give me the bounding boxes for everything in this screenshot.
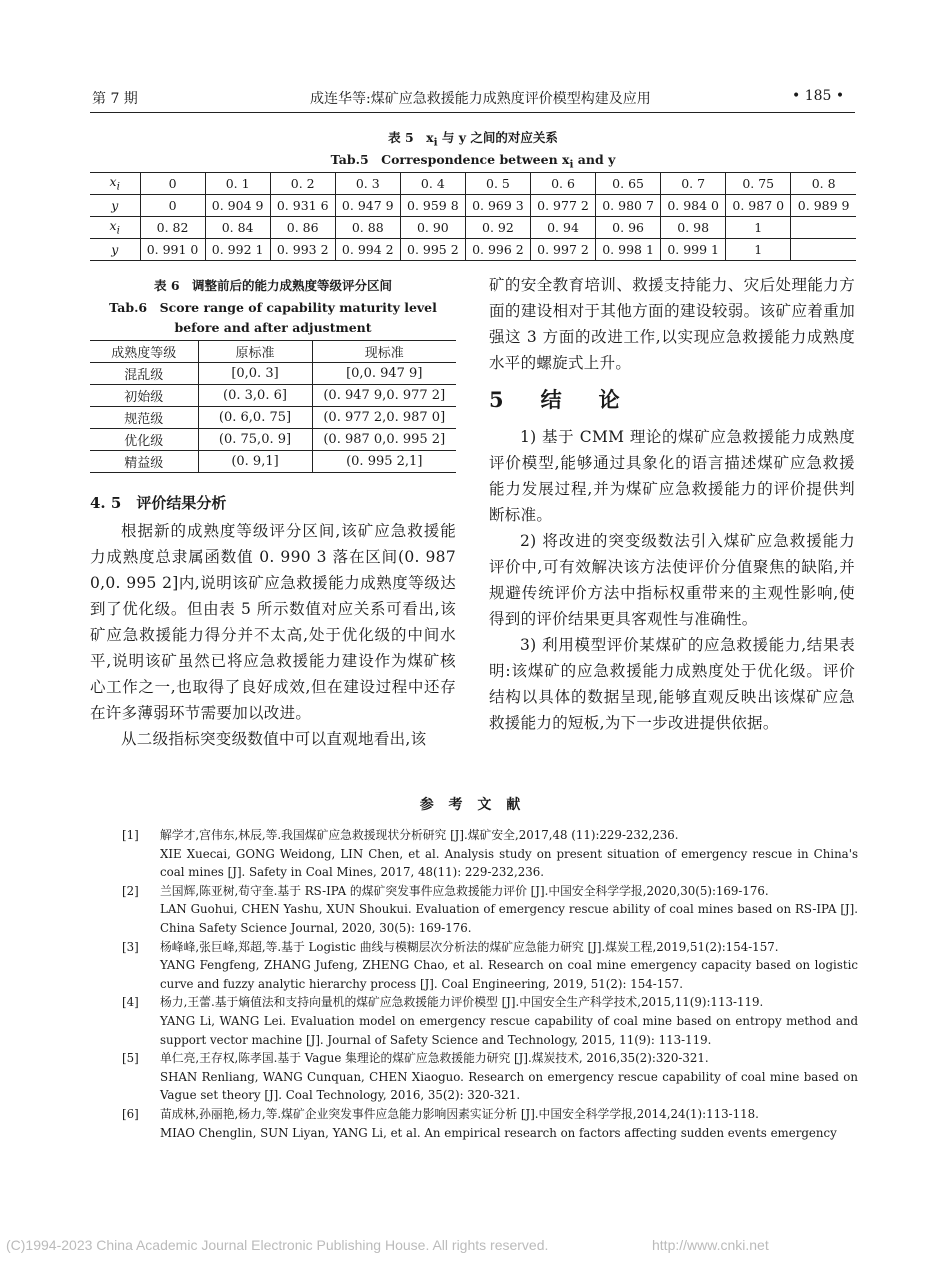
conclusion-item: 3) 利用模型评价某煤矿的应急救援能力,结果表明:该煤矿的应急救援能力成熟度处于优化级。评价结构以具体的数据呈现,能够直观反映出该煤矿应急救援能力的短板,为下一步改进提供依据。 bbox=[489, 636, 855, 732]
table5-cell: 0. 999 1 bbox=[661, 239, 726, 261]
table5-caption-cn: 表 5 $x_i$ 与 y 之间的对应关系 bbox=[388, 130, 558, 149]
table6-range-cell: [0,0. 947 9] bbox=[312, 363, 456, 385]
table5-cell: 0. 992 1 bbox=[205, 239, 270, 261]
table5-cell: 0. 82 bbox=[140, 217, 205, 239]
table6-row bbox=[90, 451, 456, 473]
table5-cell: 0. 86 bbox=[270, 217, 335, 239]
header-issue: 第 7 期 bbox=[92, 91, 138, 107]
table5-cell: 0. 92 bbox=[465, 217, 530, 239]
table5-cell: 0. 987 0 bbox=[726, 195, 791, 217]
conclusion-item: 1) 基于 CMM 理论的煤矿应急救援能力成熟度评价模型,能够通过具象化的语言描述煤矿应急救援能力发展过程,并为煤矿应急救援能力的评价提供判断标准。 bbox=[489, 428, 855, 524]
paragraph: 根据新的成熟度等级评分区间,该矿应急救援能力成熟度总隶属函数值 0. 990 3 落在区间(0. 987 0,0. 995 2]内,说明该矿应急救援能力成熟度等级达到了优化级。但由表 5 所示数值对应关系可看出,该矿应急救援能力得分并不太高,处于优化级的中间水平,说明该矿虽然已将应急救援能力建设作为煤矿核心工作之一,也取得了良好成效,但在建设过程中还存在许多薄弱环节需要加以改进。 bbox=[90, 522, 456, 722]
table5-cell: 0. 989 9 bbox=[791, 195, 856, 217]
paragraph: 从二级指标突变级数值中可以直观地看出,该 bbox=[121, 730, 427, 748]
table5-cell: 0. 88 bbox=[335, 217, 400, 239]
table6-range-cell: (0. 9,1] bbox=[198, 451, 312, 473]
table5-cell: 0. 94 bbox=[530, 217, 595, 239]
right-column-body-top bbox=[489, 272, 855, 376]
table6-row bbox=[90, 363, 456, 385]
table5-caption-en: Tab.5 Correspondence between $x_i$ and y bbox=[330, 152, 616, 171]
reference-text-en: SHAN Renliang, WANG Cunquan, CHEN Xiaoguo. Research on emergency rescue capability of coal mine based on Vague set theory [J]. Coal Technology, 2016, 35(2): 320-321. bbox=[160, 1069, 858, 1103]
reference-text-cn: 解学才,宫伟东,林辰,等.我国煤矿应急救援现状分析研究 [J].煤矿安全,2017,48 (11):229-232,236. bbox=[160, 828, 679, 842]
reference-text-cn: 兰国辉,陈亚树,荀守奎.基于 RS-IPA 的煤矿突发事件应急救援能力评价 [J].中国安全科学学报,2020,30(5):169-176. bbox=[160, 883, 769, 898]
section-heading-4-5: 4. 5 评价结果分析 bbox=[90, 494, 227, 512]
table5-cell: 0. 904 9 bbox=[205, 195, 270, 217]
table5-cell: 0. 96 bbox=[596, 217, 661, 239]
references-title: 参 考 文 献 bbox=[419, 797, 526, 813]
table6-header-cell: 成熟度等级 bbox=[90, 341, 198, 363]
footer-copyright: (C)1994-2023 China Academic Journal Electronic Publishing House. All rights reserved. bbox=[6, 1237, 549, 1253]
table6-header-cell: 原标准 bbox=[198, 341, 312, 363]
table6-range-cell: (0. 995 2,1] bbox=[312, 451, 456, 473]
reference-item bbox=[122, 938, 858, 994]
table5-row bbox=[90, 217, 856, 239]
table6-range-cell: (0. 977 2,0. 987 0] bbox=[312, 407, 456, 429]
table5-cell: 0. 98 bbox=[661, 217, 726, 239]
table5-cell: 0. 998 1 bbox=[596, 239, 661, 261]
table6-level-cell: 规范级 bbox=[90, 407, 198, 429]
table5-cell: 0. 65 bbox=[596, 173, 661, 195]
header-title: 成连华等:煤矿应急救援能力成熟度评价模型构建及应用 bbox=[310, 91, 651, 107]
table5-cell: 0. 2 bbox=[270, 173, 335, 195]
table5-cell bbox=[791, 217, 856, 239]
reference-item bbox=[122, 1105, 858, 1142]
reference-number: [6] bbox=[122, 1106, 139, 1121]
table5-cell: 0. 994 2 bbox=[335, 239, 400, 261]
reference-item bbox=[122, 1049, 858, 1105]
table6-caption-en-2: before and after adjustment bbox=[174, 320, 372, 335]
table5-cell: 0. 969 3 bbox=[465, 195, 530, 217]
table5 bbox=[90, 172, 856, 261]
table5-cell: 0. 931 6 bbox=[270, 195, 335, 217]
table5-cell: 0 bbox=[140, 195, 205, 217]
table6-level-cell: 优化级 bbox=[90, 429, 198, 451]
conclusion-list bbox=[489, 424, 855, 736]
table5-row bbox=[90, 173, 856, 195]
table5-row-label: y bbox=[90, 195, 140, 217]
reference-text-cn: 杨峰峰,张巨峰,郑超,等.基于 Logistic 曲线与模糊层次分析法的煤矿应急能力研究 [J].煤炭工程,2019,51(2):154-157. bbox=[160, 939, 779, 954]
reference-text-en: LAN Guohui, CHEN Yashu, XUN Shoukui. Evaluation of emergency rescue ability of coal mines based on RS-IPA [J]. China Safety Science Journal, 2020, 30(5): 169-176. bbox=[160, 902, 858, 935]
table5-cell: 1 bbox=[726, 239, 791, 261]
table6 bbox=[90, 340, 456, 473]
table5-cell: 0. 6 bbox=[530, 173, 595, 195]
table5-cell: 0. 997 2 bbox=[530, 239, 595, 261]
reference-item bbox=[122, 993, 858, 1049]
table5-row bbox=[90, 239, 856, 261]
table5-cell: 0. 84 bbox=[205, 217, 270, 239]
table5-row-label: $x_i$ bbox=[90, 173, 140, 195]
table6-caption-en-1: Tab.6 Score range of capability maturity level bbox=[109, 300, 437, 315]
table5-cell: 0. 947 9 bbox=[335, 195, 400, 217]
reference-number: [2] bbox=[122, 883, 139, 898]
table6-row bbox=[90, 385, 456, 407]
table5-cell bbox=[791, 239, 856, 261]
header-rule bbox=[90, 112, 855, 113]
table5-cell: 0. 977 2 bbox=[530, 195, 595, 217]
left-column-body bbox=[90, 518, 456, 752]
reference-list bbox=[122, 826, 858, 1142]
table6-range-cell: (0. 3,0. 6] bbox=[198, 385, 312, 407]
table5-cell: 1 bbox=[726, 217, 791, 239]
table5-cell: 0. 996 2 bbox=[465, 239, 530, 261]
table5-cell: 0 bbox=[140, 173, 205, 195]
table5-cell: 0. 8 bbox=[791, 173, 856, 195]
table6-level-cell: 混乱级 bbox=[90, 363, 198, 385]
reference-text-en: XIE Xuecai, GONG Weidong, LIN Chen, et al. Analysis study on present situation of emergency rescue in China's coal mines [J]. Safety in Coal Mines, 2017, 48(11): 229-232,236. bbox=[160, 846, 858, 880]
table5-cell: 0. 995 2 bbox=[400, 239, 465, 261]
reference-text-en: MIAO Chenglin, SUN Liyan, YANG Li, et al. An empirical research on factors affecting sudden events emergency bbox=[160, 1125, 837, 1140]
table5-cell: 0. 991 0 bbox=[140, 239, 205, 261]
table6-level-cell: 精益级 bbox=[90, 451, 198, 473]
table6-header-cell: 现标准 bbox=[312, 341, 456, 363]
reference-text-cn: 单仁亮,王存权,陈孝国.基于 Vague 集理论的煤矿应急救援能力研究 [J].煤炭技术, 2016,35(2):320-321. bbox=[160, 1051, 709, 1066]
reference-item bbox=[122, 826, 858, 882]
table6-range-cell: (0. 947 9,0. 977 2] bbox=[312, 385, 456, 407]
table6-range-cell: (0. 987 0,0. 995 2] bbox=[312, 429, 456, 451]
conclusion-item: 2) 将改进的突变级数法引入煤矿应急救援能力评价中,可有效解决该方法使评价分值聚焦的缺陷,并规避传统评价方法中指标权重带来的主观性影响,使得到的评价结果更具客观性与准确性。 bbox=[489, 532, 855, 628]
table5-cell: 0. 984 0 bbox=[661, 195, 726, 217]
table6-range-cell: [0,0. 3] bbox=[198, 363, 312, 385]
table5-cell: 0. 90 bbox=[400, 217, 465, 239]
footer-url: http://www.cnki.net bbox=[652, 1237, 769, 1253]
table5-cell: 0. 993 2 bbox=[270, 239, 335, 261]
table6-row bbox=[90, 429, 456, 451]
table6-level-cell: 初始级 bbox=[90, 385, 198, 407]
table5-cell: 0. 5 bbox=[465, 173, 530, 195]
header-page-number: • 185 • bbox=[792, 88, 845, 104]
reference-item bbox=[122, 882, 858, 938]
table5-cell: 0. 1 bbox=[205, 173, 270, 195]
table5-cell: 0. 980 7 bbox=[596, 195, 661, 217]
paragraph: 矿的安全教育培训、救援支持能力、灾后处理能力方面的建设相对于其他方面的建设较弱。该矿应着重加强这 3 方面的改进工作,以实现应急救援能力成熟度水平的螺旋式上升。 bbox=[489, 276, 855, 372]
table5-row bbox=[90, 195, 856, 217]
table5-cell: 0. 3 bbox=[335, 173, 400, 195]
table6-caption-cn: 表 6 调整前后的能力成熟度等级评分区间 bbox=[153, 278, 393, 293]
reference-number: [3] bbox=[122, 939, 139, 954]
table6-range-cell: (0. 75,0. 9] bbox=[198, 429, 312, 451]
reference-text-en: YANG Fengfeng, ZHANG Jufeng, ZHENG Chao, et al. Research on coal mine emergency capacity based on logistic curve and fuzzy analytic hierarchy process [J]. Coal Engineering, 2019, 51(2): 154-157. bbox=[160, 958, 858, 991]
reference-text-en: YANG Li, WANG Lei. Evaluation model on emergency rescue capability of coal mine based on entropy method and support vector machine [J]. Journal of Safety Science and Technology, 2015, 11(9): 113-119. bbox=[160, 1013, 858, 1047]
table6-range-cell: (0. 6,0. 75] bbox=[198, 407, 312, 429]
table5-row-label: y bbox=[90, 239, 140, 261]
table5-row-label: $x_i$ bbox=[90, 217, 140, 239]
table6-row bbox=[90, 407, 456, 429]
table5-cell: 0. 959 8 bbox=[400, 195, 465, 217]
reference-number: [4] bbox=[122, 995, 139, 1010]
reference-text-cn: 苗成林,孙丽艳,杨力,等.煤矿企业突发事件应急能力影响因素实证分析 [J].中国安全科学学报,2014,24(1):113-118. bbox=[160, 1106, 759, 1121]
table5-cell: 0. 7 bbox=[661, 173, 726, 195]
section-heading-conclusion: 5 结 论 bbox=[489, 387, 628, 412]
reference-number: [5] bbox=[122, 1051, 139, 1066]
reference-number: [1] bbox=[122, 828, 139, 842]
table5-cell: 0. 4 bbox=[400, 173, 465, 195]
reference-text-cn: 杨力,王蕾.基于熵值法和支持向量机的煤矿应急救援能力评价模型 [J].中国安全生产科学技术,2015,11(9):113-119. bbox=[160, 995, 764, 1010]
table5-cell: 0. 75 bbox=[726, 173, 791, 195]
